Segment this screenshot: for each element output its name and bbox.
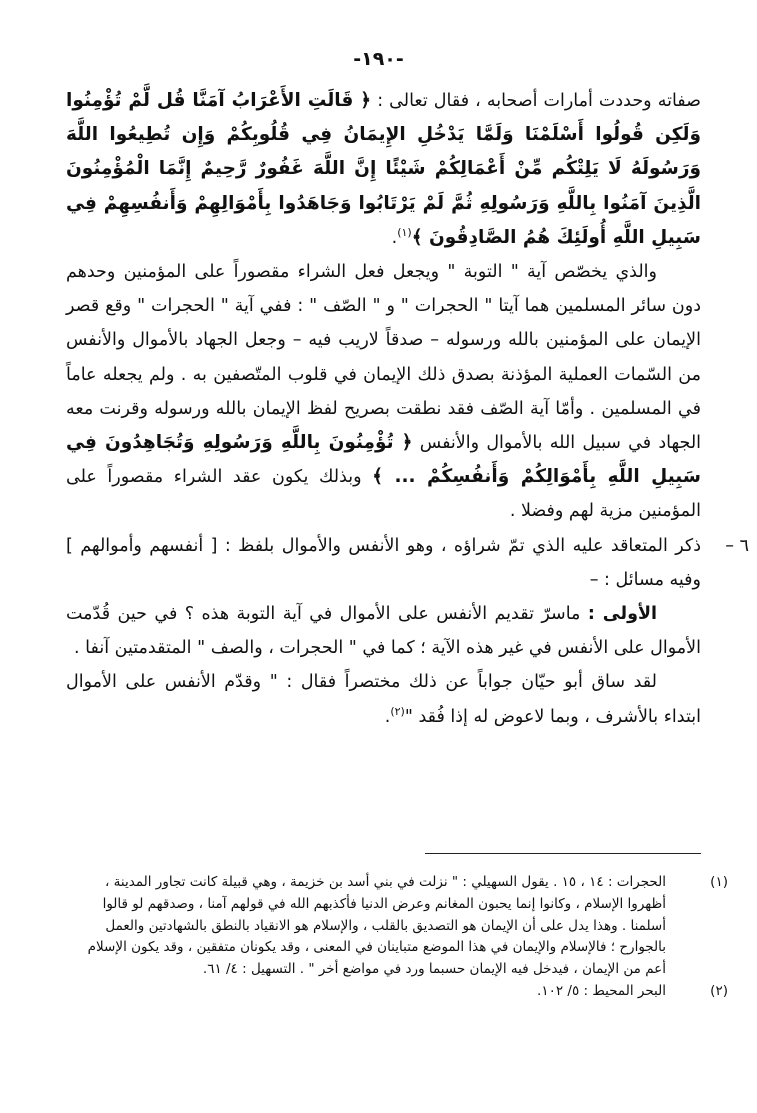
paragraph-2 bbox=[66, 255, 701, 529]
footnote-1-text: الحجرات : ١٤ ، ١٥ . يقول السهيلي : " نزلت في بني أسد بن خزيمة ، وهي قبيلة كانت تجاور المدينة ، أظهروا الإسلام ، وكانوا إنما يحبون المغانم وعرض الدنيا فأكذبهم الله في قولهم آمنا ، وصدقهم لو قالوا أسلمنا . وهذا يدل على أن الإيمان هو التصديق بالقلب ، والإسلام هو الانقياد بالنطق بالشهادتين والعمل بالجوارح ؛ فالإسلام والإيمان في هذا الموضع متباينان في المعنى ، وقد يكونان متفقين ، وقد يكون الإسلام أعم من الإيمان ، فيدخل فيه الإيمان حسبما ورد في مواضع أخر " . التسهيل : ٤/ ٦١. bbox=[87, 874, 666, 978]
item-6-text: ذكر المتعاقد عليه الذي تمّ شراؤه ، وهو الأنفس والأموال بلفظ : [ أنفسهم وأموالهم ] وفيه مسائل : – bbox=[66, 535, 701, 590]
main-text bbox=[66, 84, 749, 734]
quran-verse-saff: ﴿ تُؤْمِنُونَ بِاللَّهِ وَرَسُولِهِ وَتُجَاهِدُونَ فِي سَبِيلِ اللَّهِ بِأَمْوَالِكُمْ وَأَنفُسِكُمْ ... ﴾ bbox=[66, 432, 701, 488]
footnote-1-number: (١) bbox=[710, 874, 728, 890]
abu-hayyan-end: . bbox=[384, 706, 391, 727]
first-question-heading: الأولى : bbox=[587, 604, 657, 625]
first-question bbox=[66, 597, 701, 665]
footnote-2 bbox=[66, 981, 728, 1003]
paragraph-1-end: . bbox=[391, 227, 398, 248]
abu-hayyan-paragraph bbox=[66, 665, 701, 733]
item-6-number: ٦ – bbox=[725, 535, 749, 556]
first-question-text: ماسرّ تقديم الأنفس على الأموال في آية التوبة هذه ؟ في حين قُدّمت الأموال على الأنفس في غير هذه الآية ؛ كما في " الحجرات ، والصف " المتقدمتين آنفا . bbox=[66, 604, 701, 659]
paragraph-2-text-1: والذي يخصّص آية " التوبة " ويجعل فعل الشراء مقصوراً على المؤمنين وحدهم دون سائر المسلمين هما آيتا " الحجرات " و " الصّف " : ففي آية " الحجرات " وقع قصر الإيمان على المؤمنين بالله ورسوله – صدقاً لاريب فيه – وجعل الجهاد بالأموال والأنفس من السّمات العملية المؤذنة بصدق ذلك الإيمان في قلوب المتّصفين به . ولم يجعله عاماً في المسلمين . وأمّا آية الصّف فقد نطقت بصريح لفظ الإيمان بالله ورسوله وقرنت معه الجهاد في سبيل الله بالأموال والأنفس bbox=[66, 262, 702, 454]
quran-verse-hujurat: ﴿ قَالَتِ الأَعْرَابُ آمَنَّا قُل لَّمْ تُؤْمِنُوا وَلَكِن قُولُوا أَسْلَمْنَا وَلَمَّا يَدْخُلِ الإِيمَانُ فِي قُلُوبِكُمْ وَإِن تُطِيعُوا اللَّهَ وَرَسُولَهُ لَا يَلِتْكُم مِّنْ أَعْمَالِكُمْ شَيْئًا إِنَّ اللَّهَ غَفُورٌ رَّحِيمٌ إِنَّمَا الْمُؤْمِنُونَ الَّذِينَ آمَنُوا بِاللَّهِ وَرَسُولِهِ ثُمَّ لَمْ يَرْتَابُوا وَجَاهَدُوا بِأَمْوَالِهِمْ وَأَنفُسِهِمْ فِي سَبِيلِ اللَّهِ أُولَئِكَ هُمُ الصَّادِقُونَ ﴾ bbox=[66, 90, 701, 248]
footnote-ref-2: (٢) bbox=[390, 704, 405, 718]
abu-hayyan-text: لقد ساق أبو حيّان جواباً عن ذلك مختصراً فقال : " وقدّم الأنفس على الأموال ابتداء بالأشرف ، وبما لاعوض له إذا فُقد " bbox=[66, 672, 701, 727]
footnote-2-number: (٢) bbox=[710, 982, 728, 999]
page-number: -١٩٠- bbox=[353, 48, 404, 70]
footnote-separator bbox=[425, 853, 701, 854]
paragraph-2-text-2: وبذلك يكون عقد الشراء مقصوراً على المؤمنين مزية لهم وفضلا . bbox=[66, 467, 701, 522]
paragraph-1-lead: صفاته وحددت أمارات أصحابه ، فقال تعالى : bbox=[371, 91, 701, 111]
paragraph-1 bbox=[66, 84, 701, 255]
footnote-1 bbox=[66, 872, 728, 981]
footnotes bbox=[66, 872, 728, 1003]
footnote-2-text: البحر المحيط : ٥/ ١٠٢. bbox=[537, 982, 666, 999]
item-6 bbox=[66, 529, 749, 597]
footnote-ref-1: (١) bbox=[397, 225, 412, 239]
